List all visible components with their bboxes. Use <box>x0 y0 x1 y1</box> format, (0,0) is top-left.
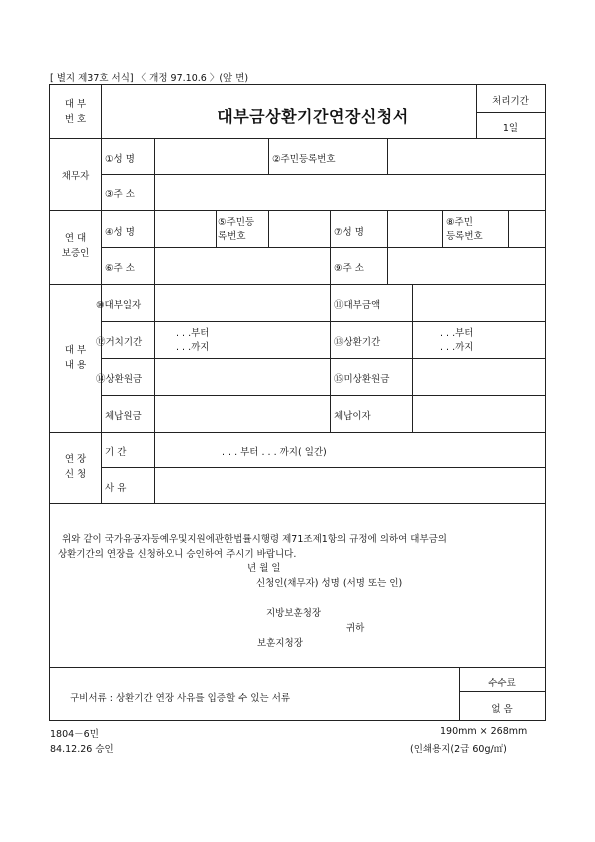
overdue-principal-field[interactable] <box>155 396 329 431</box>
guarantor1-address-field[interactable] <box>155 248 329 283</box>
application-form <box>49 84 546 721</box>
guarantor2-name-label: ⑦성 명 <box>334 227 364 238</box>
loan-amount-field[interactable] <box>413 285 544 320</box>
repayment-period-field[interactable]: . . .부터 . . .까지 <box>440 328 474 353</box>
recipient-office-1: 지방보훈청장 <box>266 608 322 619</box>
guarantor1-id-label: ⑤주민등 록번호 <box>218 217 255 242</box>
loan-date-field[interactable] <box>155 285 329 320</box>
extension-period-field[interactable]: . . . 부터 . . . 까지( 일간) <box>222 447 327 458</box>
grace-period-label: ⑫거치기간 <box>96 337 143 348</box>
applicant-signature-line: 신청인(채무자) 성명 (서명 또는 인) <box>256 578 403 589</box>
unrepaid-principal-label: ⑮미상환원금 <box>334 374 390 385</box>
guarantor1-id-field[interactable] <box>269 211 329 246</box>
overdue-principal-label: 체납원금 <box>105 411 142 422</box>
guarantor1-address-label: ⑥주 소 <box>105 263 135 274</box>
form-code: 1804－6민 <box>50 729 99 740</box>
recipient-honorific: 귀하 <box>346 623 365 634</box>
debtor-address-label: ③주 소 <box>105 189 135 200</box>
debtor-name-field[interactable] <box>155 139 267 173</box>
approval-date: 84.12.26 승인 <box>50 744 114 755</box>
unrepaid-principal-field[interactable] <box>413 359 544 394</box>
extension-section-label: 연 장 신 청 <box>64 454 87 480</box>
guarantor2-address-field[interactable] <box>388 248 544 283</box>
overdue-interest-label: 체납이자 <box>334 411 371 422</box>
paper-size: 190mm × 268mm <box>440 726 528 737</box>
debtor-address-field[interactable] <box>155 175 544 209</box>
extension-reason-field[interactable] <box>155 468 544 502</box>
required-documents: 구비서류 : 상환기간 연장 사유를 입증할 수 있는 서류 <box>70 693 291 704</box>
guarantor2-id-field[interactable] <box>509 211 544 246</box>
form-reference: [ 별지 제37호 서식] 〈 개정 97.10.6 〉(앞 면) <box>50 73 249 84</box>
processing-period-label: 처리기간 <box>492 96 529 107</box>
paper-spec: (인쇄용지(2급 60g/㎡) <box>410 744 507 755</box>
loan-amount-label: ⑪대부금액 <box>334 300 381 311</box>
overdue-interest-field[interactable] <box>413 396 544 431</box>
guarantor2-name-field[interactable] <box>388 211 441 246</box>
debtor-name-label: ①성 명 <box>105 154 135 165</box>
processing-period-value: 1일 <box>502 123 519 134</box>
loan-section-label: 대 부 내 용 <box>64 345 87 371</box>
recipient-office-2: 보훈지청장 <box>257 638 303 649</box>
grace-period-field[interactable]: . . .부터 . . .까지 <box>176 328 210 353</box>
extension-reason-label: 사 유 <box>105 483 127 494</box>
application-date: 년 월 일 <box>247 563 281 574</box>
guarantor-section-label: 연 대 보증인 <box>61 233 90 259</box>
repaid-principal-field[interactable] <box>155 359 329 394</box>
form-title: 대부금상환기간연장신청서 <box>217 107 409 126</box>
fee-label: 수수료 <box>488 678 516 689</box>
debtor-id-label: ②주민등록번호 <box>272 154 336 165</box>
statement-line-2: 상환기간의 연장을 신청하오니 승인하여 주시기 바랍니다. <box>58 549 297 560</box>
repayment-period-label: ⑬상환기간 <box>334 337 381 348</box>
statement-line-1: 위와 같이 국가유공자등예우및지원에관한법률시행령 제71조제1항의 규정에 의하여 대부금의 <box>62 534 447 545</box>
guarantor2-id-label: ⑧주민 등록번호 <box>446 217 483 242</box>
guarantor1-name-label: ④성 명 <box>105 227 135 238</box>
debtor-id-field[interactable] <box>388 139 544 173</box>
debtor-section-label: 채무자 <box>61 171 90 182</box>
extension-period-label: 기 간 <box>105 447 127 458</box>
guarantor2-address-label: ⑨주 소 <box>334 263 364 274</box>
fee-value: 없 음 <box>491 704 513 715</box>
loan-date-label: ⑩대부일자 <box>96 300 142 311</box>
repaid-principal-label: ⑭상환원금 <box>96 374 143 385</box>
guarantor1-name-field[interactable] <box>155 211 215 246</box>
loan-number-label: 대 부 번 호 <box>64 99 87 125</box>
